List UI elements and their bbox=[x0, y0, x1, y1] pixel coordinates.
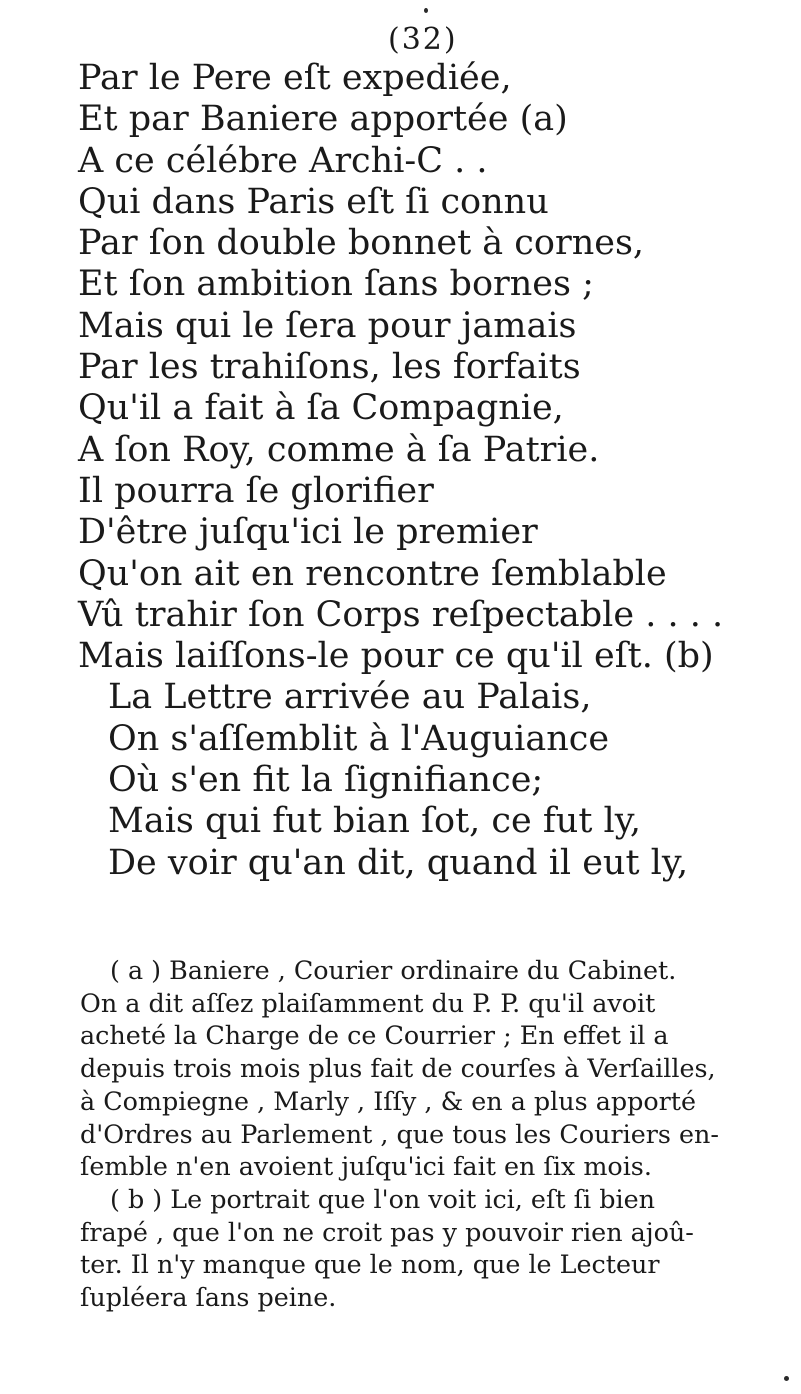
footnote-line: à Compiegne , Marly , Iſſy , & en a plus apporté bbox=[80, 1085, 697, 1116]
footnotes bbox=[0, 954, 801, 1314]
verse-line: Qui dans Paris eſt ſi connu bbox=[78, 181, 549, 222]
footnote-line: d'Ordres au Parlement , que tous les Couriers en- bbox=[80, 1118, 719, 1149]
footnote-line: acheté la Charge de ce Courrier ; En effet il a bbox=[80, 1020, 669, 1051]
verse-line: Qu'on ait en rencontre ſemblable bbox=[78, 553, 667, 594]
footnote-line: ſemble n'en avoient juſqu'ici fait en ſix mois. bbox=[80, 1151, 652, 1182]
footnote-line: depuis trois mois plus fait de courſes à Verſailles, bbox=[80, 1053, 716, 1084]
ink-speck bbox=[424, 8, 428, 13]
verse-line: Vû trahir ſon Corps reſpectable . . . . bbox=[78, 594, 724, 635]
footnote-line: ( b ) Le portrait que l'on voit ici, eſt ſi bien bbox=[110, 1183, 655, 1214]
verse-line: A ſon Roy, comme à ſa Patrie. bbox=[78, 429, 600, 470]
verse-line: D'être juſqu'ici le premier bbox=[78, 512, 538, 553]
footnote-line: frapé , que l'on ne croit pas y pouvoir rien ajoû- bbox=[80, 1216, 694, 1247]
verse-line: Et par Baniere apportée (a) bbox=[78, 99, 568, 140]
verse-line: Où s'en fit la ſignifiance; bbox=[108, 760, 544, 801]
footnote-line: On a dit aſſez plaiſamment du P. P. qu'il avoit bbox=[80, 987, 656, 1018]
page-number: (32) bbox=[388, 22, 458, 57]
footnote-line: ter. Il n'y manque que le nom, que le Lecteur bbox=[80, 1249, 660, 1280]
verse-line: Par ſon double bonnet à cornes, bbox=[78, 223, 645, 264]
verse-line: La Lettre arrivée au Palais, bbox=[108, 677, 592, 718]
footnote-b bbox=[0, 1183, 801, 1314]
verse-line: De voir qu'an dit, quand il eut ly, bbox=[108, 842, 689, 883]
verse-line: Par le Pere eſt expediée, bbox=[78, 58, 512, 98]
footnote-line: ſupléera ſans peine. bbox=[80, 1282, 337, 1313]
verse-line: Qu'il a fait à ſa Compagnie, bbox=[78, 388, 564, 429]
verse-block bbox=[0, 58, 801, 884]
ink-speck bbox=[784, 1376, 789, 1381]
verse-line: Et ſon ambition ſans bornes ; bbox=[78, 264, 594, 305]
footnote-line: ( a ) Baniere , Courier ordinaire du Cabinet. bbox=[110, 955, 677, 985]
verse-line: Il pourra ſe glorifier bbox=[78, 470, 434, 511]
verse-line: Mais qui fut bian ſot, ce fut ly, bbox=[108, 801, 641, 842]
verse-line: On s'aſſemblit à l'Auguiance bbox=[108, 718, 610, 759]
verse-line: Mais qui le ſera pour jamais bbox=[78, 305, 577, 346]
verse-line: Par les trahiſons, les forfaits bbox=[78, 347, 581, 388]
footnote-a bbox=[0, 954, 801, 1183]
verse-line: Mais laiſſons-le pour ce qu'il eſt. (b) bbox=[78, 636, 714, 677]
verse-line: A ce célébre Archi-C . . bbox=[78, 140, 488, 181]
